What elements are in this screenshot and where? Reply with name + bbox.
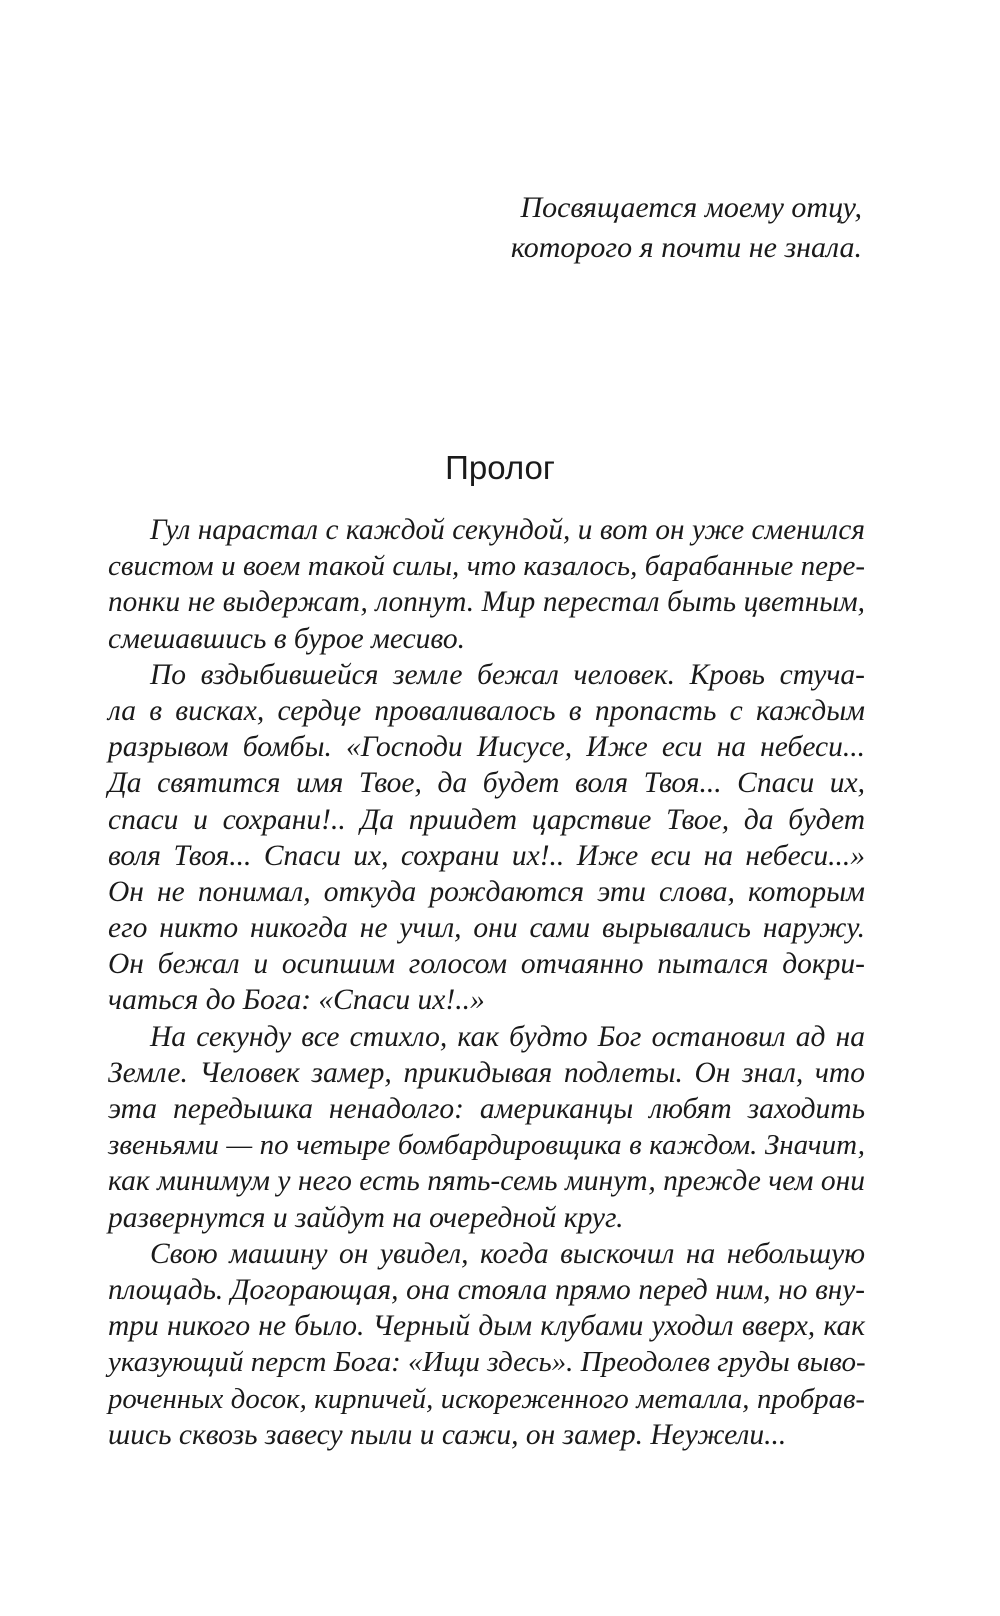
- text-line: три никого не было. Черный дым клубами уходил вверх, как: [108, 1310, 865, 1343]
- text-line: его никто никогда не учил, они сами вырывались наружу.: [108, 912, 865, 945]
- dedication-line: Посвящается моему отцу,: [520, 191, 862, 224]
- dedication-line: которого я почти не знала.: [510, 231, 862, 264]
- text-line: смешавшись в бурое месиво.: [108, 622, 465, 655]
- paragraph: [108, 512, 865, 657]
- paragraph: [108, 1236, 865, 1453]
- text-line: площадь. Догорающая, она стояла прямо перед ним, но вну-: [108, 1273, 865, 1306]
- paragraph: [108, 657, 865, 1019]
- prologue-text: [108, 512, 865, 1453]
- text-line: Он не понимал, откуда рождаются эти слова, которым: [108, 875, 865, 908]
- text-line: свистом и воем такой силы, что казалось, барабанные пере-: [108, 550, 865, 583]
- text-line: воля Твоя... Спаси их, сохрани их!.. Иже еси на небеси...»: [108, 839, 865, 872]
- text-line: как минимум у него есть пять-семь минут, прежде чем они: [108, 1165, 865, 1198]
- dedication: [162, 188, 862, 268]
- text-line: шись сквозь завесу пыли и сажи, он замер. Неужели...: [108, 1418, 787, 1451]
- text-line: На секунду все стихло, как будто Бог остановил ад на: [150, 1020, 865, 1053]
- chapter-title: Пролог: [445, 449, 555, 486]
- text-line: понки не выдержат, лопнут. Мир перестал быть цветным,: [108, 586, 865, 619]
- text-line: указующий перст Бога: «Ищи здесь». Преодолев груды выво-: [108, 1346, 866, 1379]
- text-line: Да святится имя Твое, да будет воля Твоя... Спаси их,: [108, 767, 865, 800]
- text-line: чаться до Бога: «Спаси их!..»: [108, 984, 485, 1017]
- text-line: ла в висках, сердце проваливалось в пропасть с каждым: [108, 694, 865, 727]
- text-line: эта передышка ненадолго: американцы любят заходить: [108, 1093, 865, 1125]
- text-line: По вздыбившейся земле бежал человек. Кровь стуча-: [150, 658, 865, 691]
- text-line: роченных досок, кирпичей, искореженного металла, пробрав-: [108, 1382, 865, 1415]
- text-line: звеньями — по четыре бомбардировщика в каждом. Значит,: [108, 1129, 865, 1162]
- text-line: Гул нарастал с каждой секундой, и вот он уже сменился: [150, 514, 865, 546]
- text-line: спаси и сохрани!.. Да приидет царствие Твое, да будет: [108, 803, 865, 836]
- paragraph: [108, 1019, 865, 1236]
- text-line: Земле. Человек замер, прикидывая подлеты. Он знал, что: [108, 1056, 865, 1089]
- text-line: Свою машину он увидел, когда выскочил на небольшую: [150, 1237, 865, 1270]
- text-line: Он бежал и осипшим голосом отчаянно пытался докри-: [108, 948, 865, 981]
- text-line: разрывом бомбы. «Господи Иисусе, Иже еси на небеси...: [108, 731, 865, 764]
- text-line: развернутся и зайдут на очередной круг.: [108, 1201, 624, 1234]
